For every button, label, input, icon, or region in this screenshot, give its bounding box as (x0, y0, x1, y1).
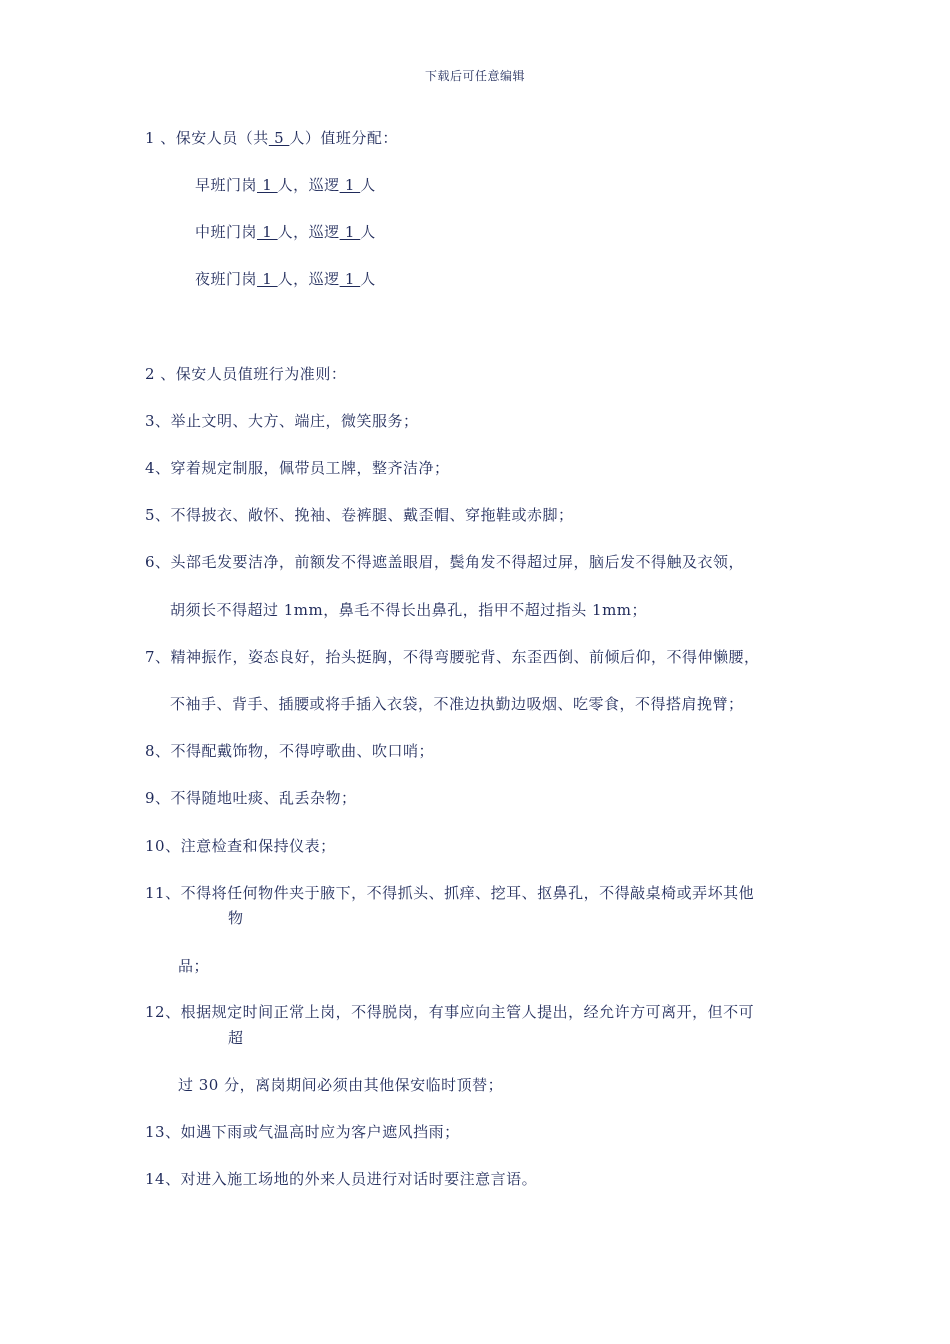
rule-12-line2: 过 30 分，离岗期间必须由其他保安临时顶替； (178, 1076, 504, 1094)
rule-12-line1: 12、根据规定时间正常上岗，不得脱岗，有事应向主管人提出，经允许方可离开，但不可 (145, 1003, 755, 1021)
shift-mid: 人，巡逻 (277, 223, 340, 241)
rule-4: 4、穿着规定制服，佩带员工牌，整齐洁净； (145, 459, 450, 477)
gate-count: 1 (257, 176, 278, 194)
rule-12-wrap: 超 (228, 1029, 244, 1047)
rule-6-line1: 6、头部毛发要洁净，前额发不得遮盖眼眉，鬓角发不得超过屏，脑后发不得触及衣领， (145, 553, 745, 571)
page-header: 下载后可任意编辑 (424, 69, 525, 83)
shift-row-morning (195, 175, 376, 195)
shift-mid: 人，巡逻 (277, 176, 340, 194)
section1-title-suffix: 人）值班分配： (289, 129, 398, 147)
gate-count: 1 (257, 223, 278, 241)
shift-row-night (195, 269, 376, 289)
shift-unit: 人 (360, 176, 376, 194)
rule-8: 8、不得配戴饰物，不得哼歌曲、吹口哨； (145, 742, 435, 760)
shift-label: 夜班门岗 (195, 270, 258, 288)
total-count: 5 (268, 129, 290, 147)
rule-11-line2: 品； (178, 957, 210, 975)
rule-6-line2: 胡须长不得超过 1mm，鼻毛不得长出鼻孔，指甲不超过指头 1mm； (170, 601, 648, 619)
rule-14: 14、对进入施工场地的外来人员进行对话时要注意言语。 (145, 1170, 538, 1188)
shift-unit: 人 (360, 270, 376, 288)
gate-count: 1 (257, 270, 278, 288)
rule-13: 13、如遇下雨或气温高时应为客户遮风挡雨； (145, 1123, 460, 1141)
shift-row-middle (195, 222, 376, 242)
patrol-count: 1 (339, 176, 361, 194)
rule-3: 3、举止文明、大方、端庄，微笑服务； (145, 412, 419, 430)
section1-title (145, 128, 398, 148)
shift-label: 早班门岗 (195, 176, 258, 194)
rule-7-line1: 7、精神振作，姿态良好，抬头挺胸，不得弯腰驼背、东歪西倒、前倾后仰，不得伸懒腰， (145, 648, 760, 666)
rule-5: 5、不得披衣、敞怀、挽袖、卷裤腿、戴歪帽、穿拖鞋或赤脚； (145, 506, 574, 524)
shift-label: 中班门岗 (195, 223, 258, 241)
patrol-count: 1 (339, 223, 361, 241)
patrol-count: 1 (339, 270, 361, 288)
section2-title: 2 、保安人员值班行为准则： (145, 365, 347, 383)
rule-9: 9、不得随地吐痰、乱丢杂物； (145, 789, 357, 807)
section1-title-prefix: 1 、保安人员（共 (145, 129, 269, 147)
rule-11-line1: 11、不得将任何物件夹于腋下，不得抓头、抓痒、挖耳、抠鼻孔，不得敲桌椅或弄坏其他 (145, 884, 755, 902)
shift-unit: 人 (360, 223, 376, 241)
rule-10: 10、注意检查和保持仪表； (145, 837, 336, 855)
shift-mid: 人，巡逻 (277, 270, 340, 288)
rule-11-wrap: 物 (228, 909, 244, 927)
rule-7-line2: 不袖手、背手、插腰或将手插入衣袋，不准边执勤边吸烟、吃零食，不得搭肩挽臂； (170, 695, 744, 713)
